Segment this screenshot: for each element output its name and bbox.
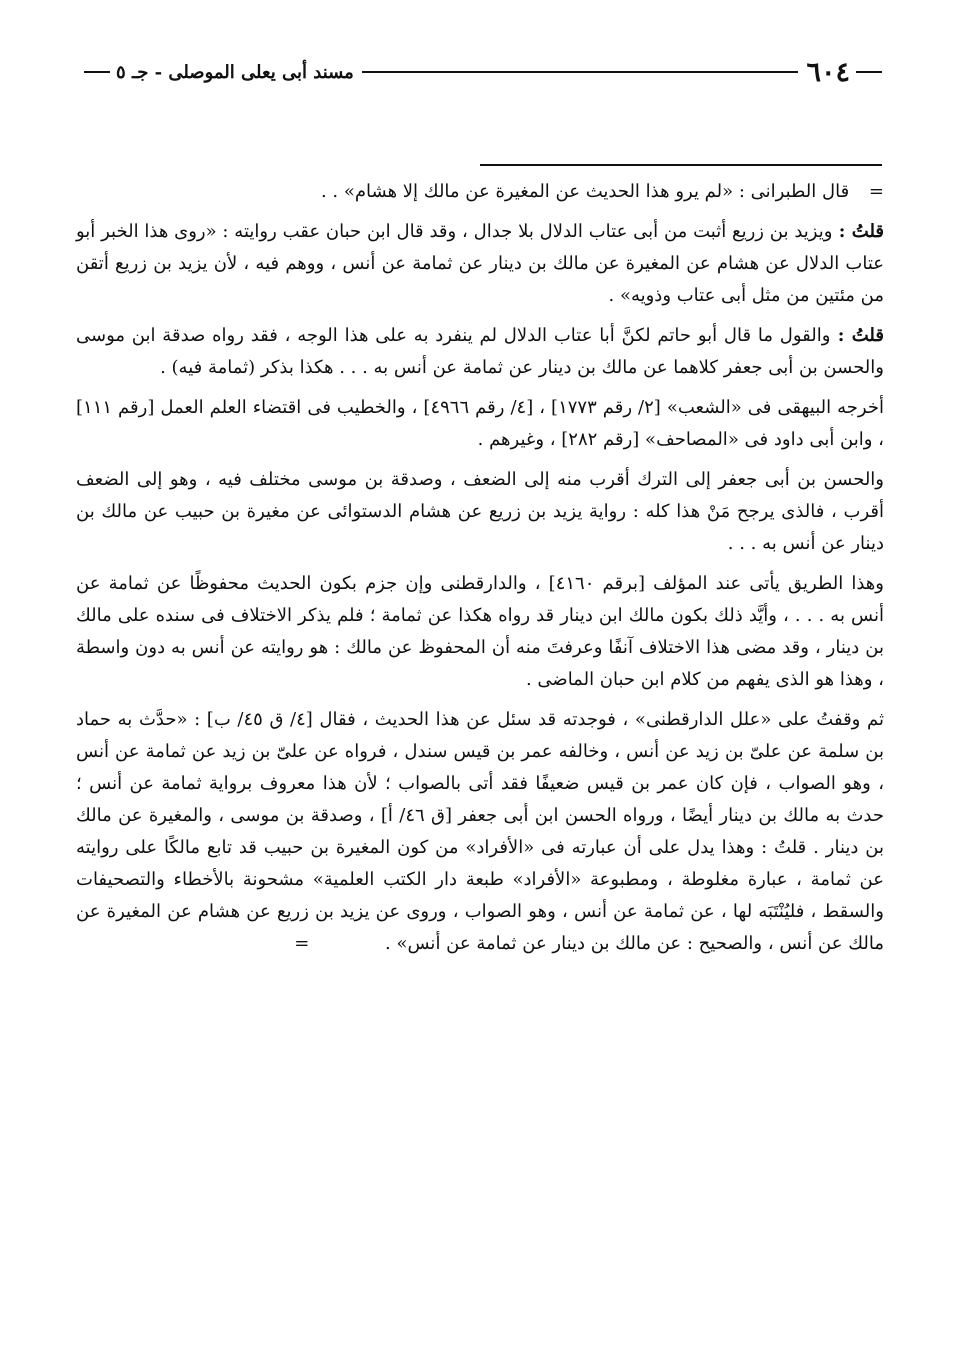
header-rule [362, 71, 799, 73]
paragraph-text: ثم وقفتُ على «علل الدارقطنى» ، فوجدته قد سئل عن هذا الحديث ، فقال [٤/ ق ٤٥/ ب] : «حدَّث به حماد بن سلمة عن علىّ بن زيد عن أنس ، وخالفه عمر بن قيس سندل ، فرواه عن علىّ بن زيد عن ثمامة عن أنس ، وهو الصواب ، فإن كان عمر بن قيس ضعيفًا فقد أتى بالصواب ؛ لأن هذا معروف برواية ثمامة عن أنس ؛ حدث به مالك بن دينار أيضًا ، ورواه الحسن ابن أبى جعفر [ق ٤٦/ أ] ، وصدقة بن موسى ، والمغيرة عن مالك بن دينار . قلتُ : وهذا يدل على أن عبارته فى «الأفراد» من كون المغيرة بن حبيب قد تابع مالكًا على روايته عن ثمامة ، عبارة مغلوطة ، ومطبوعة «الأفراد» طبعة دار الكتب العلمية» مشحونة بالأخطاء والتصحيفات والسقط ، فليُنْتَبَه لها ، عن ثمامة عن أنس ، وهو الصواب ، وروى عن يزيد بن زريع عن هشام عن المغيرة عن مالك عن أنس ، والصحيح : عن مالك بن دينار عن ثمامة عن أنس» . [76, 709, 884, 954]
footnote-paragraph [76, 464, 884, 560]
footnote-paragraph [76, 392, 884, 456]
paragraph-text: والحسن بن أبى جعفر إلى الترك أقرب منه إلى الضعف ، وصدقة بن موسى مختلف فيه ، وهو إلى الضعف أقرب ، فالذى يرجح مَنْ هذا كله : رواية يزيد بن زريع عن هشام الدستوائى عن مغيرة بن حبيب عن مالك بن دينار عن أنس به . . . [76, 469, 884, 554]
continuation-marker-end: = [294, 933, 310, 954]
paragraph-text: أخرجه البيهقى فى «الشعب» [٢/ رقم ١٧٧٣] ، [٤/ رقم ٤٩٦٦] ، والخطيب فى اقتضاء العلم العمل [رقم ١١١] ، وابن أبى داود فى «المصاحف» [رقم ٢٨٢] ، وغيرهم . [76, 397, 884, 450]
paragraph-text: ويزيد بن زريع أثبت من أبى عتاب الدلال بلا جدال ، وقد قال ابن حبان عقب روايته : «روى هذا الخبر أبو عتاب الدلال عن هشام عن المغيرة عن مالك بن دينار عن ثمامة عن أنس ، ووهم فيه ، لأن يزيد بن زريع أتقن من مئتين من مثل أبى عتاب وذويه» . [76, 221, 884, 306]
page-header [78, 52, 888, 92]
page-number: ٦٠٤ [806, 56, 850, 88]
footnote-paragraph [76, 320, 884, 384]
paragraph-text: والقول ما قال أبو حاتم لكنَّ أبا عتاب الدلال لم ينفرد به على هذا الوجه ، فقد رواه صدقة ابن موسى والحسن بن أبى جعفر كلاهما عن مالك بن دينار عن ثمامة عن أنس به . . . هكذا بذكر (ثمامة فيه) . [76, 325, 884, 378]
footnote-paragraph [76, 568, 884, 696]
qult-lead: قلتُ : [830, 325, 884, 346]
footnote-separator [480, 164, 882, 166]
footnote-paragraph [76, 216, 884, 312]
header-rule-end [84, 71, 110, 73]
qult-lead: قلتُ : [832, 221, 885, 242]
footnote-body [76, 176, 884, 960]
header-rule-short [856, 71, 882, 73]
continuation-marker-start: = [868, 181, 884, 202]
running-title: مسند أبى يعلى الموصلى - جـ ٥ [116, 61, 354, 83]
footnote-paragraph [76, 704, 884, 960]
paragraph-text: وهذا الطريق يأتى عند المؤلف [برقم ٤١٦٠] ، والدارقطنى وإن جزم بكون الحديث محفوظًا عن ثمامة عن أنس به . . . ، وأيَّد ذلك بكون مالك ابن دينار قد رواه هكذا عن ثمامة ؛ فلم يذكر الاختلاف فى سنده على مالك بن دينار ، وقد مضى هذا الاختلاف آنفًا وعرفتَ منه أن المحفوظ عن مالك : هو روايته عن أنس به دون واسطة ، وهذا هو الذى يفهم من كلام ابن حبان الماضى . [76, 573, 884, 690]
paragraph-text: قال الطبرانى : «لم يرو هذا الحديث عن المغيرة عن مالك إلا هشام» . . [320, 181, 850, 202]
footnote-paragraph [76, 176, 884, 208]
